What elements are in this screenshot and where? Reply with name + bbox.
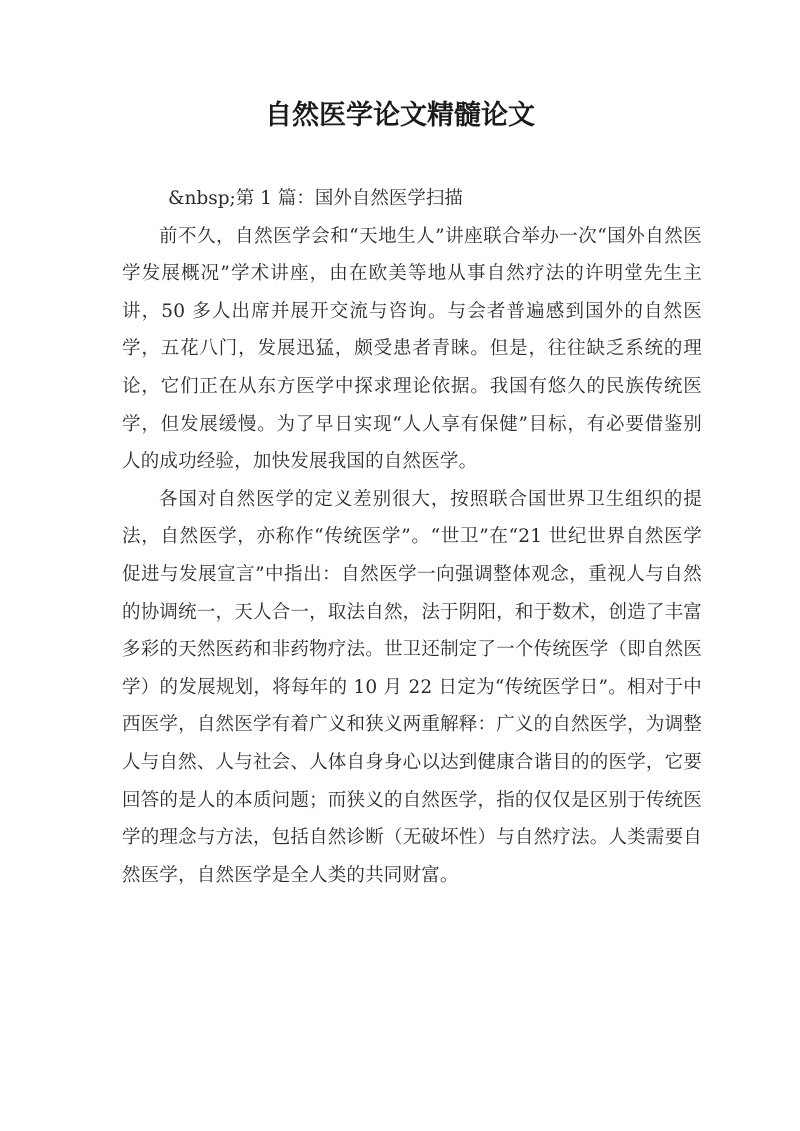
document-body <box>122 180 702 894</box>
paragraph-2: 各国对自然医学的定义差别很大，按照联合国世界卫生组织的提法，自然医学，亦称作“传统医学”。“世卫”在“21 世纪世界自然医学促进与发展宣言”中指出：自然医学一向强调整体观念，重视人与自然的协调统一，天人合一，取法自然，法于阴阳，和于数术，创造了丰富多彩的天然医药和非药物疗法。世卫还制定了一个传统医学（即自然医学）的发展规划，将每年的 10 月 22 日定为“传统医学日”。相对于中西医学，自然医学有着广义和狭义两重解释：广义的自然医学，为调整人与自然、人与社会、人体自身身心以达到健康合谐目的的医学，它要回答的是人的本质问题；而狭义的自然医学，指的仅仅是区别于传统医学的理念与方法，包括自然诊断（无破坏性）与自然疗法。人类需要自然医学，自然医学是全人类的共同财富。 <box>122 488 702 886</box>
paragraph-1: 前不久，自然医学会和“天地生人”讲座联合举办一次“国外自然医学发展概况”学术讲座，由在欧美等地从事自然疗法的许明堂先生主讲，50 多人出席并展开交流与咨询。与会者普遍感到国外的自然医学，五花八门，发展迅猛，颇受患者青睐。但是，往往缺乏系统的理论，它们正在从东方医学中探求理论依据。我国有悠久的民族传统医学，但发展缓慢。为了早日实现“人人享有保健”目标，有必要借鉴别人的成功经验，加快发展我国的自然医学。 <box>122 225 702 473</box>
section-heading: &nbsp;第 1 篇：国外自然医学扫描 <box>168 188 463 209</box>
document-title: 自然医学论文精髓论文 <box>265 100 535 131</box>
